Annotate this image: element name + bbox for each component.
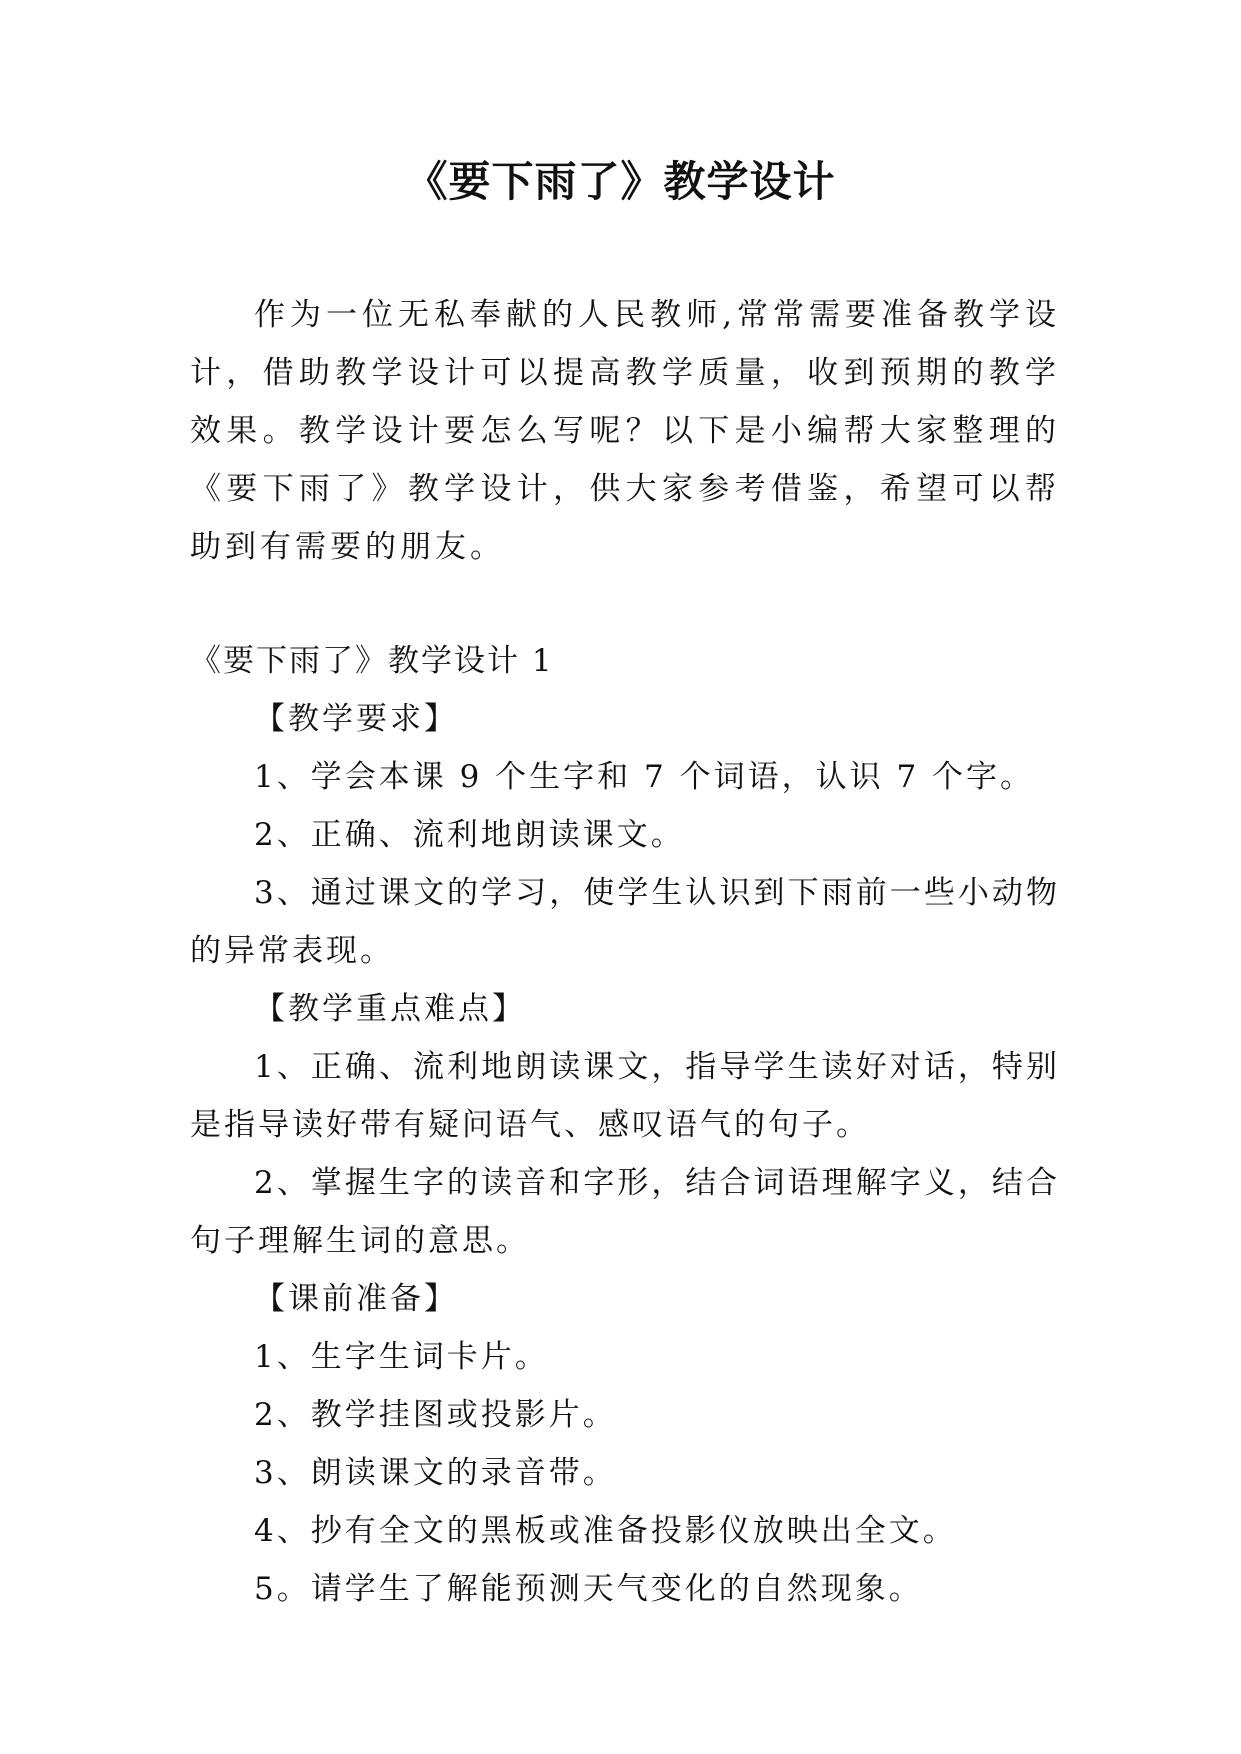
requirement-item: 1、学会本课 9 个生字和 7 个词语，认识 7 个字。 (254, 759, 1035, 795)
preparation-item: 3、朗读课文的录音带。 (254, 1455, 617, 1491)
requirement-item: 3、通过课文的学习，使学生认识到下雨前一些小动物的异常表现。 (190, 875, 1060, 969)
preparation-item: 5。请学生了解能预测天气变化的自然现象。 (254, 1571, 923, 1607)
preparation-item: 4、抄有全文的黑板或准备投影仪放映出全文。 (254, 1513, 957, 1549)
preparation-item: 1、生字生词卡片。 (254, 1339, 549, 1375)
key-point-item: 2、掌握生字的读音和字形，结合词语理解字义，结合句子理解生词的意思。 (190, 1165, 1060, 1259)
document-title: 《要下雨了》教学设计 (405, 157, 836, 206)
section-title: 《要下雨了》教学设计 1 (190, 643, 554, 679)
requirement-item: 2、正确、流利地朗读课文。 (254, 817, 685, 853)
document-content (190, 286, 1060, 1618)
key-points-heading: 【教学重点难点】 (254, 991, 526, 1027)
intro-paragraph: 作为一位无私奉献的人民教师,常常需要准备教学设计，借助教学设计可以提高教学质量，收到预期的教学效果。教学设计要怎么写呢？以下是小编帮大家整理的《要下雨了》教学设计，供大家参考借鉴，希望可以帮助到有需要的朋友。 (190, 297, 1060, 565)
requirements-heading: 【教学要求】 (254, 701, 458, 737)
preparation-heading: 【课前准备】 (254, 1281, 458, 1317)
key-point-item: 1、正确、流利地朗读课文，指导学生读好对话，特别是指导读好带有疑问语气、感叹语气的句子。 (190, 1049, 1060, 1143)
preparation-item: 2、教学挂图或投影片。 (254, 1397, 617, 1433)
